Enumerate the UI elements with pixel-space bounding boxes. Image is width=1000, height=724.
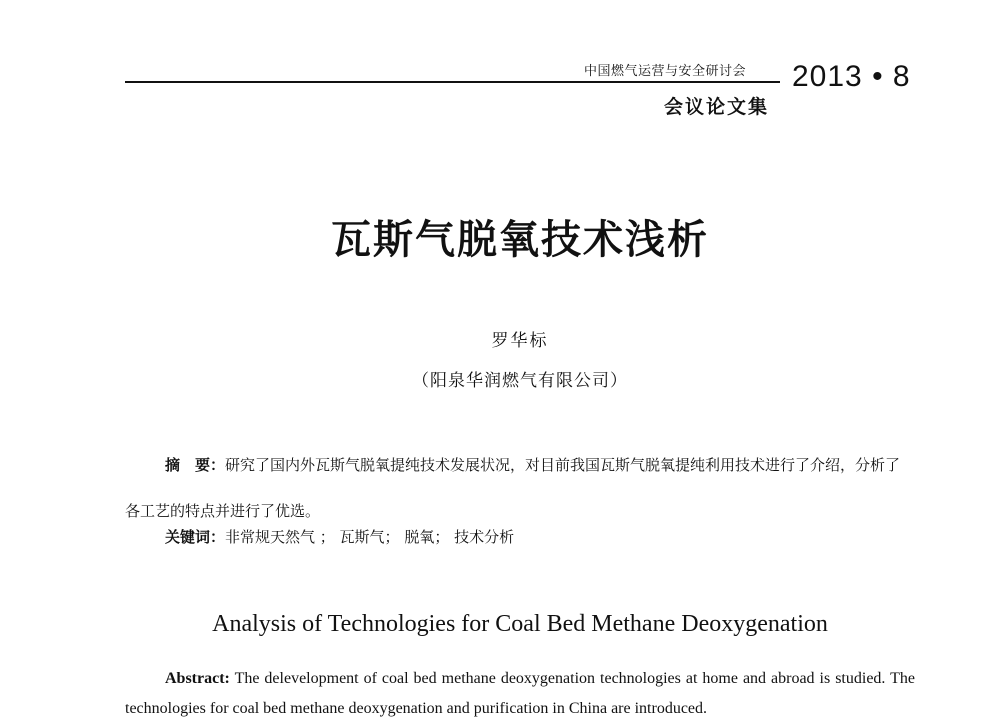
abstract-en [125, 664, 915, 724]
abstract-en-text: The delevelopment of coal bed methane deoxygenation technologies at home and abroad is studied. The technologies for coal bed methane deoxygenation and purification in China are introduced. [125, 670, 915, 717]
affiliation: （阳泉华润燃气有限公司） [412, 371, 628, 391]
keywords-text: 非常规天然气 ； 瓦斯气； 脱氧； 技术分析 [225, 528, 515, 546]
abstract-en-label: Abstract: [165, 670, 230, 687]
keywords-label: 关键词： [165, 528, 226, 546]
conference-name: 中国燃气运营与安全研讨会 [584, 64, 747, 79]
keywords [165, 526, 514, 547]
abstract-cn-text: 研究了国内外瓦斯气脱氧提纯技术发展状况，对目前我国瓦斯气脱氧提纯利用技术进行了介绍，分析了各工艺的特点并进行了优选。 [125, 456, 901, 520]
abstract-cn [125, 442, 915, 534]
paper-title-en: Analysis of Technologies for Coal Bed Methane Deoxygenation [212, 611, 828, 637]
abstract-cn-label: 摘 要： [165, 456, 226, 474]
header-rule [125, 81, 780, 83]
author: 罗华标 [491, 331, 549, 351]
issue-number: 2013 • 8 [792, 60, 911, 93]
proceedings-label: 会议论文集 [664, 96, 770, 118]
paper-title-cn: 瓦斯气脱氧技术浅析 [331, 216, 709, 263]
